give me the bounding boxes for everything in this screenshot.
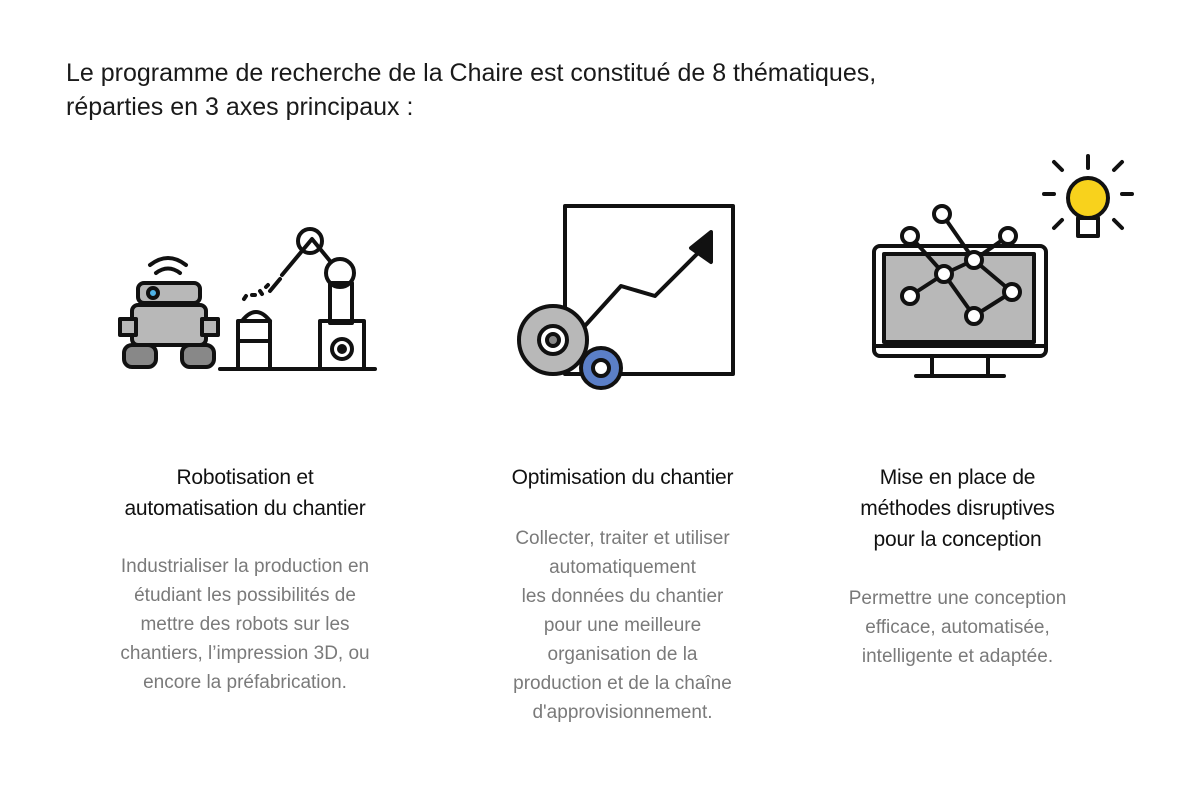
- title-line: automatisation du chantier: [124, 497, 366, 520]
- axis-title: [460, 462, 785, 493]
- desc-line: intelligente et adaptée.: [861, 646, 1054, 667]
- desc-line: étudiant les possibilités de: [134, 585, 356, 606]
- title-line: Mise en place de: [879, 466, 1036, 489]
- desc-line: les données du chantier: [521, 586, 724, 607]
- desc-line: Industrialiser la production en: [120, 556, 370, 577]
- axis-description: [805, 584, 1110, 671]
- desc-line: chantiers, l’impression 3D, ou: [120, 643, 370, 664]
- desc-line: pour une meilleure: [543, 615, 702, 636]
- desc-line: encore la préfabrication.: [143, 672, 347, 693]
- intro-line-1: Le programme de recherche de la Chaire est constitué de 8 thématiques,: [66, 59, 877, 87]
- desc-line: efficace, automatisée,: [865, 617, 1050, 638]
- desc-line: Collecter, traiter et utiliser: [515, 528, 730, 549]
- desc-line: automatiquement: [549, 557, 696, 578]
- title-line: Robotisation et: [176, 466, 314, 489]
- desc-line: production et de la chaîne: [513, 673, 732, 694]
- gears-growth-chart-icon: [505, 200, 745, 390]
- axis-title: [805, 462, 1110, 555]
- desc-line: organisation de la: [547, 644, 698, 665]
- desc-line: d'approvisionnement.: [532, 702, 713, 723]
- construction-robot-icon: [110, 225, 380, 375]
- title-line: Optimisation du chantier: [511, 466, 734, 489]
- axis-title: [80, 462, 410, 524]
- title-line: pour la conception: [873, 528, 1042, 551]
- intro-line-2: réparties en 3 axes principaux :: [66, 93, 414, 121]
- desc-line: mettre des robots sur les: [140, 614, 350, 635]
- title-line: méthodes disruptives: [860, 497, 1055, 520]
- monitor-network-lightbulb-icon: [870, 150, 1140, 385]
- axis-description: [80, 552, 410, 697]
- intro-text: [66, 56, 1066, 124]
- axis-description: [460, 524, 785, 727]
- desc-line: Permettre une conception: [848, 588, 1067, 609]
